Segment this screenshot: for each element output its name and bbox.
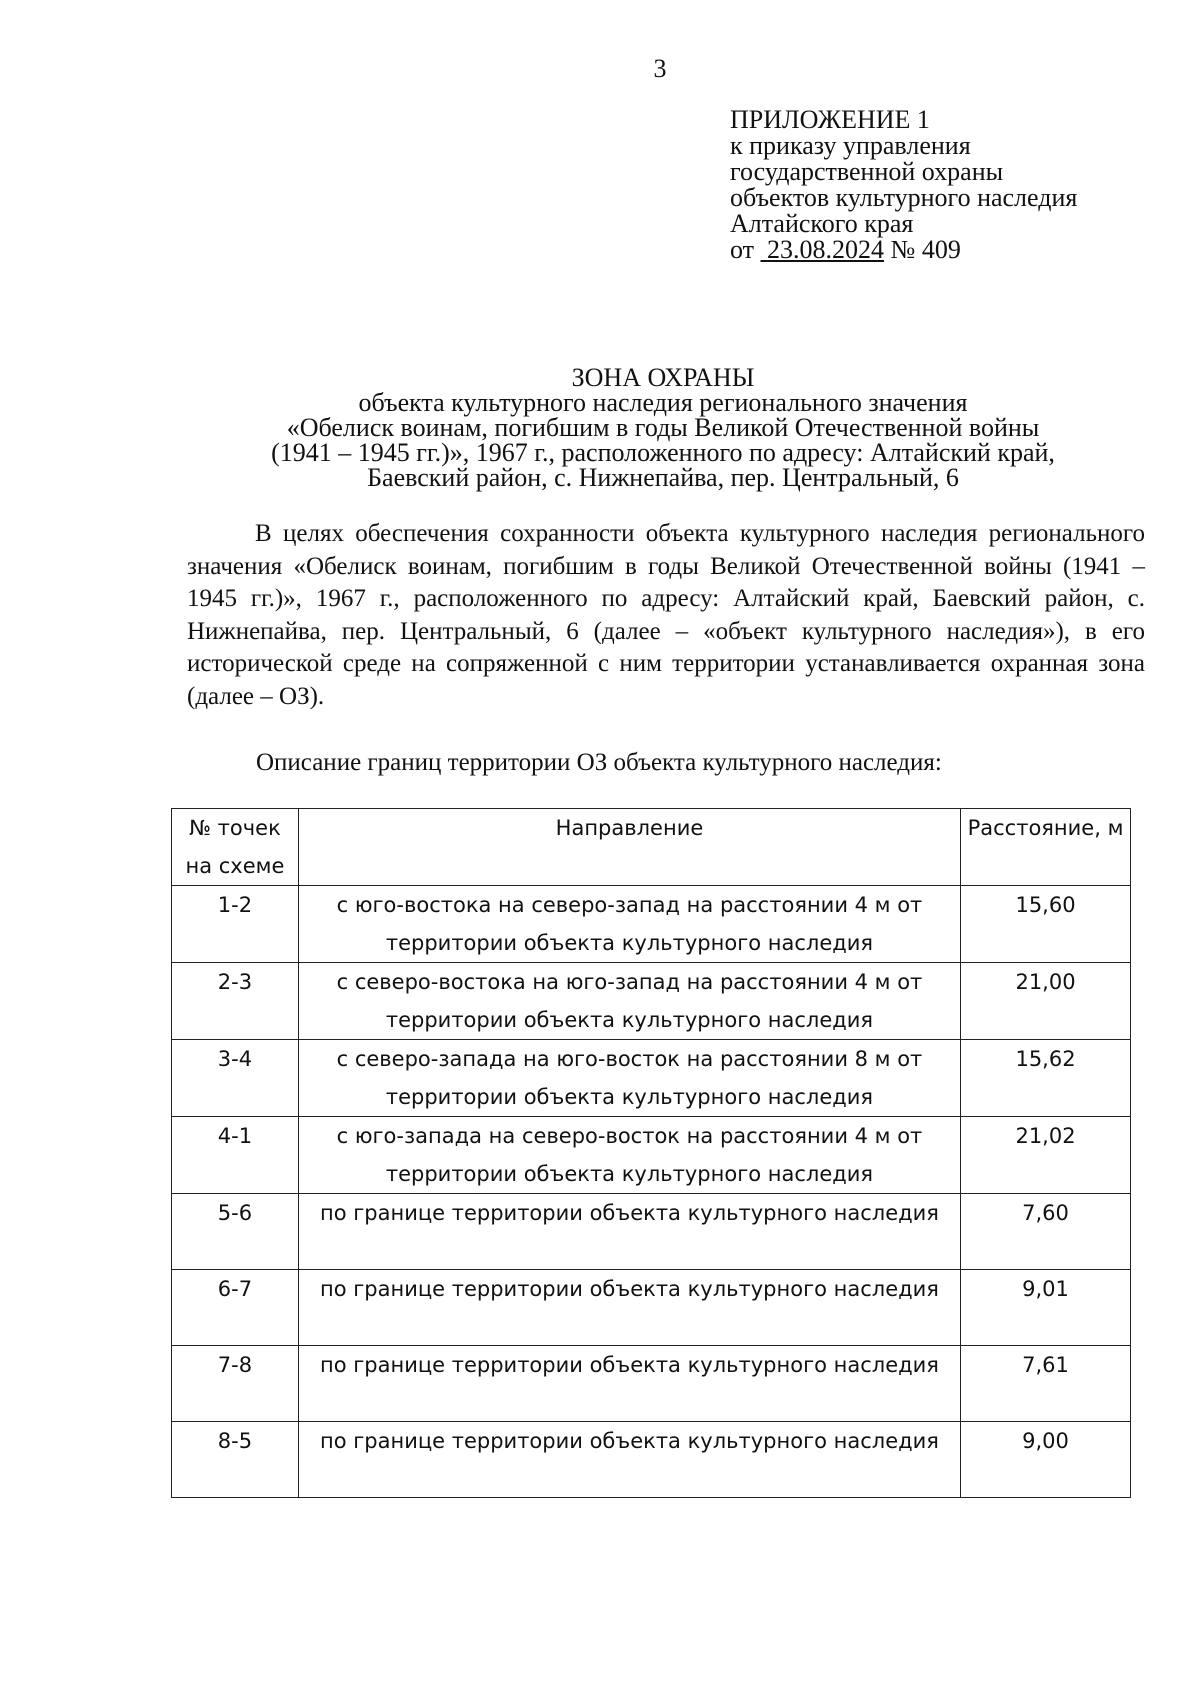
cell-points: 4-1 bbox=[172, 1117, 299, 1194]
header-points: № точек на схеме bbox=[172, 809, 299, 886]
cell-direction: по границе территории объекта культурного наследия bbox=[298, 1270, 960, 1346]
table-caption: Описание границ территории ОЗ объекта культурного наследия: bbox=[256, 749, 942, 776]
page-number: 3 bbox=[653, 54, 667, 83]
appendix-title: ПРИЛОЖЕНИЕ 1 bbox=[730, 105, 930, 134]
cell-points: 2-3 bbox=[172, 963, 299, 1040]
appendix-line-1: к приказу управления bbox=[730, 131, 971, 160]
appendix-date: 23.08.2024 bbox=[767, 235, 885, 264]
cell-distance: 21,00 bbox=[961, 963, 1131, 1040]
boundary-table bbox=[171, 808, 1131, 1498]
table-row bbox=[172, 1117, 1131, 1194]
table-row bbox=[172, 1270, 1131, 1346]
appendix-block bbox=[730, 107, 1077, 263]
cell-direction: с северо-запада на юго-восток на расстоянии 8 м от территории объекта культурного наследия bbox=[298, 1040, 960, 1117]
appendix-order-line bbox=[730, 237, 1077, 263]
cell-points: 6-7 bbox=[172, 1270, 299, 1346]
zone-title: ЗОНА ОХРАНЫ bbox=[571, 363, 755, 392]
table-row bbox=[172, 1346, 1131, 1422]
cell-distance: 15,60 bbox=[961, 886, 1131, 963]
appendix-line-4: Алтайского края bbox=[730, 209, 914, 238]
cell-distance: 7,60 bbox=[961, 1194, 1131, 1270]
cell-distance: 9,01 bbox=[961, 1270, 1131, 1346]
cell-points: 8-5 bbox=[172, 1422, 299, 1498]
cell-direction: с юго-запада на северо-восток на расстоянии 4 м от территории объекта культурного наследия bbox=[298, 1117, 960, 1194]
table-row bbox=[172, 963, 1131, 1040]
cell-points: 5-6 bbox=[172, 1194, 299, 1270]
cell-points: 3-4 bbox=[172, 1040, 299, 1117]
cell-distance: 7,61 bbox=[961, 1346, 1131, 1422]
header-distance: Расстояние, м bbox=[961, 809, 1131, 886]
cell-direction: по границе территории объекта культурного наследия bbox=[298, 1346, 960, 1422]
cell-points: 1-2 bbox=[172, 886, 299, 963]
zone-heading bbox=[180, 365, 1146, 490]
cell-direction: по границе территории объекта культурного наследия bbox=[298, 1194, 960, 1270]
appendix-date-prefix: от bbox=[730, 235, 755, 264]
cell-points: 7-8 bbox=[172, 1346, 299, 1422]
cell-distance: 21,02 bbox=[961, 1117, 1131, 1194]
intro-paragraph: В целях обеспечения сохранности объекта культурного наследия регионального значения «Обелиск воинам, погибшим в годы Великой Отечественной войны (1941 – 1945 гг.)», 1967 г., расположенного по адресу: Алтайский край, Баевский район, с. Нижнепайва, пер. Центральный, 6 (далее – «объект культурного наследия»), в его исторической среде на сопряженной с ним территории устанавливается охранная зона (далее – ОЗ). bbox=[187, 520, 1145, 710]
table-header-row bbox=[172, 809, 1131, 886]
zone-subtitle-line-4: Баевский район, с. Нижнепайва, пер. Центральный, 6 bbox=[367, 463, 959, 492]
zone-subtitle-line-1: объекта культурного наследия регионального значения bbox=[358, 388, 968, 417]
cell-direction: по границе территории объекта культурного наследия bbox=[298, 1422, 960, 1498]
header-direction: Направление bbox=[298, 809, 960, 886]
cell-direction: с северо-востока на юго-запад на расстоянии 4 м от территории объекта культурного наследия bbox=[298, 963, 960, 1040]
zone-subtitle-line-2: «Обелиск воинам, погибшим в годы Великой Отечественной войны bbox=[286, 413, 1040, 442]
table-row bbox=[172, 886, 1131, 963]
cell-direction: с юго-востока на северо-запад на расстоянии 4 м от территории объекта культурного наследия bbox=[298, 886, 960, 963]
appendix-line-2: государственной охраны bbox=[730, 157, 1004, 186]
cell-distance: 15,62 bbox=[961, 1040, 1131, 1117]
appendix-number: № 409 bbox=[890, 235, 961, 264]
table-row bbox=[172, 1422, 1131, 1498]
zone-subtitle-line-3: (1941 – 1945 гг.)», 1967 г., расположенного по адресу: Алтайский край, bbox=[271, 438, 1055, 467]
table-row bbox=[172, 1194, 1131, 1270]
table-row bbox=[172, 1040, 1131, 1117]
appendix-line-3: объектов культурного наследия bbox=[730, 183, 1078, 212]
cell-distance: 9,00 bbox=[961, 1422, 1131, 1498]
